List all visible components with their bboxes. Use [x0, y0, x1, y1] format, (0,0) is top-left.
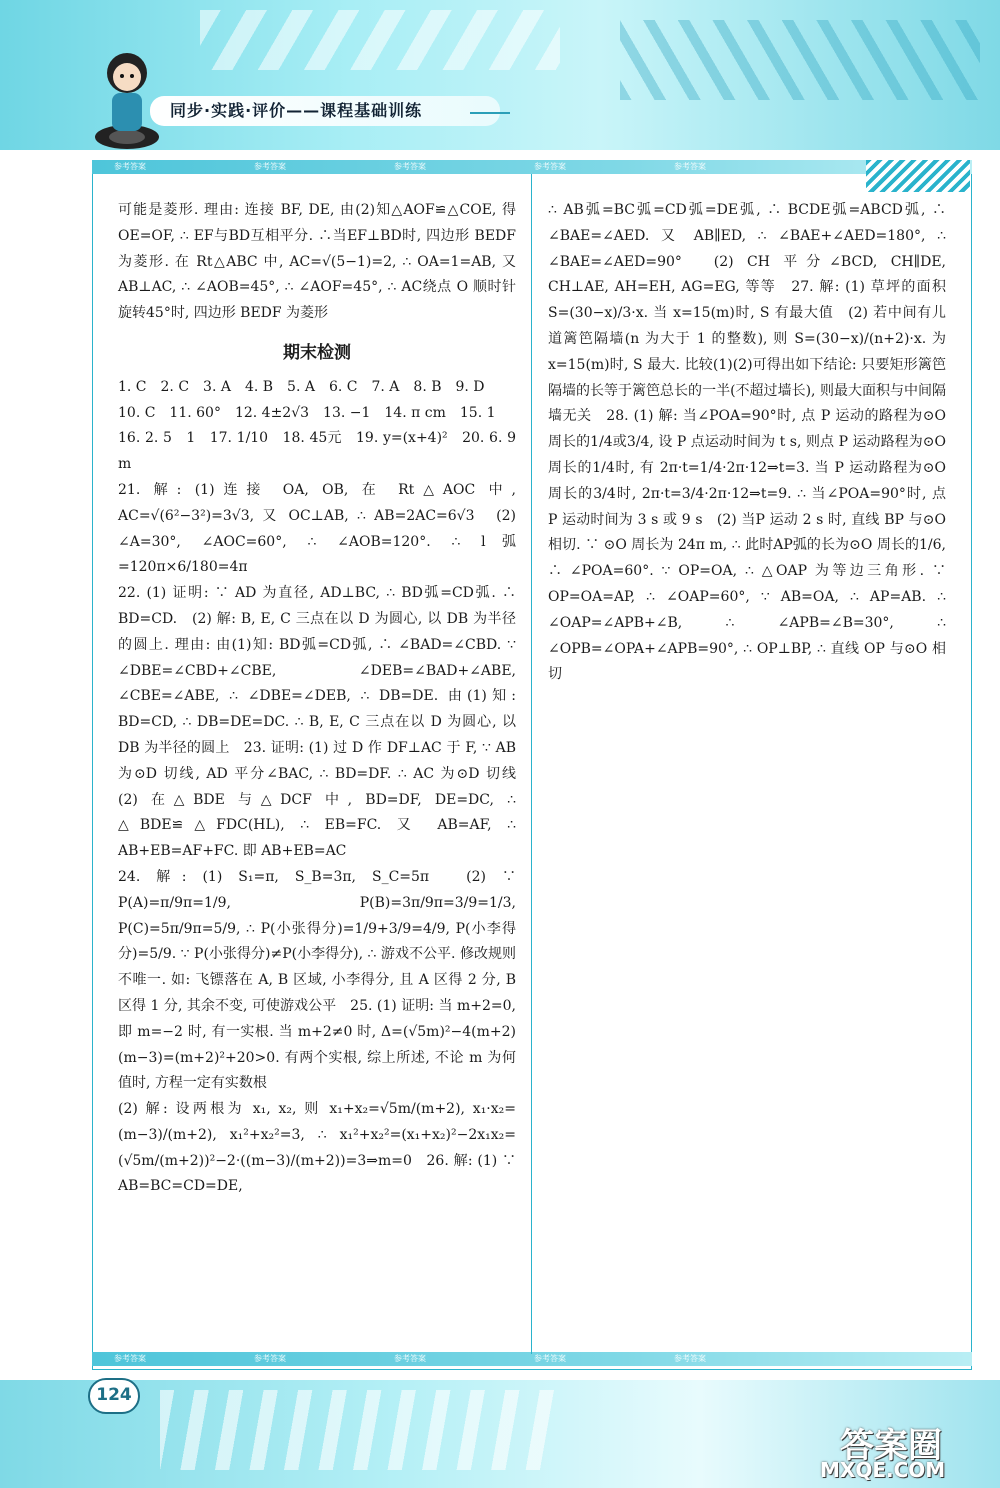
answer-line: 1. C 2. C 3. A 4. B 5. A 6. C 7. A 8. B 9. D: [118, 378, 485, 395]
frame-top-strip: [92, 160, 972, 174]
watermark-url: MXQE.COM: [820, 1458, 946, 1482]
answer-paragraph: ∴ AB弧=BC弧=CD弧=DE弧, ∴ BCDE弧=ABCD弧, ∴ ∠BAE=∠AED. 又 AB∥ED, ∴ ∠BAE+∠AED=180°, ∴ ∠BAE=∠AED=90° (2) CH 平分∠BCD, CH∥DE, CH⊥AE, AH=EH, AG=EG, 等等 27. 解: (1) 草坪的面积 S=(30−x)/3·x. 当 x=15(m)时, S 有最大值 (2) 若中间有儿道篱笆隔墙(n 为大于 1 的整数), 则 S=(30−x)/(n+2)·x. 为 x=15(m)时, S 最大. 比较(1)(2)可得出如下结论: 只要矩形篱笆隔墙的长等于篱笆总长的一半(不超过墙长), 则最大面积与中间隔墙无关 28. (1) 解: 当∠POA=90°时, 点 P 运动的路程为⊙O 周长的1/4或3/4, 设 P 点运动时间为 t s, 则点 P 运动路程为⊙O 周长的1/4时, 有 2π·t=1/4·2π·12⇒t=3. 当 P 运动路程为⊙O 周长的3/4时, 2π·t=3/4·2π·12⇒t=9. ∴ 当∠POA=90°时, 点 P 运动时间为 3 s 或 9 s (2) 当P 运动 2 s 时, 直线 BP 与⊙O 相切. ∵ ⊙O 周长为 24π m, ∴ 此时AP弧的长为⊙O 周长的1/6, ∴ ∠POA=60°. ∵ OP=OA, ∴ △OAP 为等边三角形. ∵ OP=OA=AP, ∴ ∠OAP=60°, ∵ AB=OA, ∴ AP=AB. ∴ ∠OAP=∠APB+∠B, ∴ ∠APB=∠B=30°, ∴ ∠OPB=∠OPA+∠APB=90°, ∴ OP⊥BP, ∴ 直线 OP 与⊙O 相切: [548, 202, 946, 683]
frame-label: 参考答案: [674, 162, 706, 171]
frame-label: 参考答案: [114, 162, 146, 171]
frame-label: 参考答案: [394, 1354, 426, 1363]
banner-pattern: [620, 20, 980, 100]
frame-hatch-corner: [866, 160, 970, 192]
frame-label: 参考答案: [674, 1354, 706, 1363]
column-divider: [531, 174, 532, 1354]
left-column: [118, 198, 530, 1200]
header-title: 同步·实践·评价——课程基础训练: [170, 101, 423, 120]
answer-paragraph: 24. 解: (1) S₁=π, S_B=3π, S_C=5π (2) ∵ P(A)=π/9π=1/9, P(B)=3π/9π=3/9=1/3, P(C)=5π/9π=5/9, ∴ P(小张得分)=1/9+3/9=4/9, P(小李得分)=5/9. ∵ P(小张得分)≠P(小李得分), ∴ 游戏不公平. 修改规则不唯一. 如: 飞镖落在 A, B 区域, 小李得分, 且 A 区得 2 分, B 区得 1 分, 其余不变, 可使游戏公平 25. (1) 证明: 当 m+2=0, 即 m=−2 时, 有一实根. 当 m+2≠0 时, Δ=(√5m)²−4(m+2)(m−3)=(m+2)²+20>0. 有两个实根, 综上所述, 不论 m 为何值时, 方程一定有实数根: [118, 868, 516, 1092]
frame-label: 参考答案: [534, 162, 566, 171]
frame-label: 参考答案: [114, 1354, 146, 1363]
answer-paragraph: 可能是菱形. 理由: 连接 BF, DE, 由(2)知△AOF≌△COE, 得 OE=OF, ∴ EF与BD互相平分. ∴当EF⊥BD时, 四边形 BEDF 为菱形. 在 Rt△ABC 中, AC=√(5−1)=2, ∴ OA=1=AB, 又 AB⊥AC, ∴ ∠AOB=45°, ∴ ∠AOF=45°, ∴ AC绕点 O 顺时针旋转45°时, 四边形 BEDF 为菱形: [118, 202, 516, 322]
answer-paragraph: (2) 解: 设两根为 x₁, x₂, 则 x₁+x₂=√5m/(m+2), x₁·x₂=(m−3)/(m+2), x₁²+x₂²=3, ∴ x₁²+x₂²=(x₁+x₂)²−2x₁x₂=(√5m/(m+2))²−2·((m−3)/(m+2))=3⇒m=0 26. 解: (1) ∵ AB=BC=CD=DE,: [118, 1101, 516, 1195]
answer-paragraph: 22. (1) 证明: ∵ AD 为直径, AD⊥BC, ∴ BD弧=CD弧. ∴ BD=CD. (2) 解: B, E, C 三点在以 D 为圆心, 以 DB 为半径的圆上. 理由: 由(1)知: BD弧=CD弧, ∴ ∠BAD=∠CBD. ∵ ∠DBE=∠CBD+∠CBE, ∠DEB=∠BAD+∠ABE, ∠CBE=∠ABE, ∴ ∠DBE=∠DEB, ∴ DB=DE. 由(1)知: BD=CD, ∴ DB=DE=DC. ∴ B, E, C 三点在以 D 为圆心, 以 DB 为半径的圆上 23. 证明: (1) 过 D 作 DF⊥AC 于 F, ∵ AB 为⊙D 切线, AD 平分∠BAC, ∴ BD=DF. ∴ AC 为⊙D 切线 (2) 在△BDE 与△DCF 中, BD=DF, DE=DC, ∴ △BDE≌△FDC(HL), ∴ EB=FC. 又 AB=AF, ∴ AB+EB=AF+FC. 即 AB+EB=AC: [118, 585, 530, 860]
arrow-decoration: [470, 112, 510, 114]
banner-stripes: [200, 10, 560, 70]
mascot-illustration: [92, 45, 162, 150]
answer-paragraph: 21. 解: (1)连接 OA, OB, 在 Rt△AOC 中, AC=√(6²−3²)=3√3, 又 OC⊥AB, ∴ AB=2AC=6√3 (2) ∠A=30°, ∠AOC=60°, ∴ ∠AOB=120°. ∴ l弧=120π×6/180=4π: [118, 481, 516, 576]
frame-label: 参考答案: [394, 162, 426, 171]
frame-bottom-strip: [92, 1352, 972, 1366]
frame-label: 参考答案: [254, 162, 286, 171]
watermark-text: 答案圈: [840, 1426, 942, 1466]
frame-label: 参考答案: [254, 1354, 286, 1363]
answer-line: 10. C 11. 60° 12. 4±2√3 13. −1 14. π cm 15. 1: [118, 404, 496, 421]
answer-line: 16. 2. 5 1 17. 1/10 18. 45元 19. y=(x+4)² 20. 6. 9 m: [118, 430, 516, 473]
right-column: [548, 198, 946, 688]
page-number: 124: [88, 1378, 140, 1414]
banner-stripes: [160, 1390, 560, 1470]
section-title: 期末检测: [283, 342, 351, 363]
frame-label: 参考答案: [534, 1354, 566, 1363]
